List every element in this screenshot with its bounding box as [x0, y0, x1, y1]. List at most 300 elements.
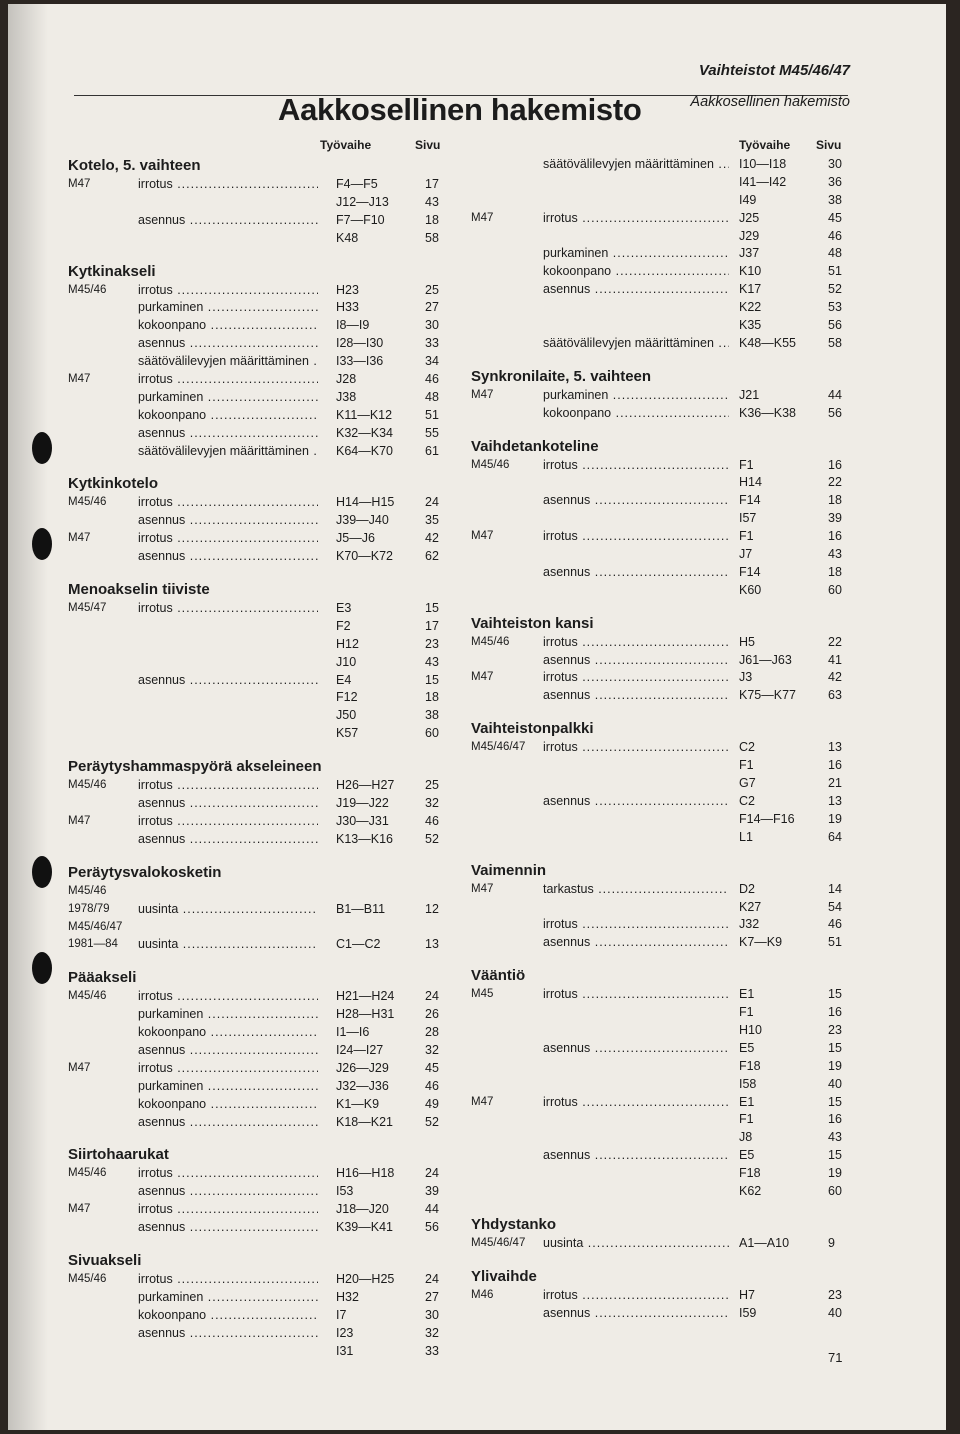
punch-hole	[32, 856, 52, 888]
entry-spacer	[471, 952, 851, 966]
row-work-code: J19—J22	[336, 796, 389, 811]
index-row	[471, 1305, 851, 1323]
row-work-code: J39—J40	[336, 513, 389, 528]
row-work-code: F1	[739, 1112, 754, 1127]
row-page-number: 56	[828, 405, 842, 420]
row-work-code: H20—H25	[336, 1271, 395, 1286]
punch-hole	[32, 528, 52, 560]
index-row	[68, 725, 448, 743]
index-row	[471, 1094, 851, 1112]
row-model: M45/46	[68, 1272, 107, 1285]
index-row	[68, 618, 448, 636]
row-work-code: I49	[739, 192, 757, 207]
row-page-number: 58	[828, 335, 842, 350]
row-work-code: H5	[739, 634, 755, 649]
row-operation: asennus .....	[138, 1325, 318, 1343]
entry-spacer	[68, 248, 448, 262]
row-work-code: D2	[739, 881, 755, 896]
row-page-number: 45	[828, 210, 842, 225]
entry-title: Vaihdetankoteline	[471, 437, 599, 455]
index-row	[471, 1022, 851, 1040]
row-work-code: J28	[336, 372, 357, 387]
entry-spacer	[471, 705, 851, 719]
row-operation: kokoonpano .....	[138, 407, 318, 425]
row-page-number: 17	[425, 177, 439, 191]
index-row	[68, 212, 448, 230]
row-operation: kokoonpano .....	[543, 263, 729, 281]
index-entry	[68, 474, 448, 580]
row-operation: uusinta .....	[138, 936, 318, 954]
index-row	[68, 1289, 448, 1307]
index-row	[68, 317, 448, 335]
index-entry	[471, 156, 851, 367]
index-row	[471, 1040, 851, 1058]
row-work-code: J10	[336, 654, 357, 669]
row-work-code: H14	[739, 475, 762, 490]
row-work-code: C2	[739, 740, 755, 755]
row-model: M45/46	[68, 779, 107, 792]
column-header-page: Sivu	[415, 138, 441, 152]
index-row	[68, 1096, 448, 1114]
row-page-number: 24	[425, 1271, 439, 1286]
row-work-code: K10	[739, 264, 762, 279]
row-page-number: 12	[425, 901, 439, 916]
row-page-number: 33	[425, 336, 439, 351]
row-page-number: 48	[828, 246, 842, 261]
index-entry	[68, 757, 448, 863]
row-page-number: 62	[425, 549, 439, 564]
index-row	[471, 739, 851, 757]
row-page-number: 23	[828, 1022, 842, 1037]
index-row	[68, 1219, 448, 1237]
row-page-number: 46	[425, 813, 439, 828]
index-row	[68, 353, 448, 371]
row-operation: asennus .....	[543, 281, 729, 299]
row-work-code: F4—F5	[336, 177, 378, 191]
row-work-code: J32—J36	[336, 1078, 389, 1093]
row-work-code: B1—B11	[336, 901, 386, 916]
row-page-number: 40	[828, 1076, 842, 1091]
row-model: M45	[471, 988, 494, 1001]
entry-title: Vaihteiston kansi	[471, 614, 594, 632]
row-page-number: 16	[828, 457, 842, 472]
index-row	[471, 245, 851, 263]
index-row	[68, 1006, 448, 1024]
page-number: 71	[828, 1350, 843, 1365]
row-page-number: 26	[425, 1007, 439, 1022]
row-work-code: I41—I42	[739, 174, 787, 189]
row-page-number: 19	[828, 811, 842, 826]
index-row	[471, 1004, 851, 1022]
row-page-number: 13	[828, 740, 842, 755]
row-page-number: 46	[828, 917, 842, 932]
row-work-code: I23	[336, 1325, 354, 1340]
index-row	[471, 775, 851, 793]
index-row	[68, 494, 448, 512]
index-row	[471, 934, 851, 952]
index-row	[68, 901, 448, 919]
index-row	[68, 831, 448, 849]
index-row	[471, 405, 851, 423]
row-page-number: 55	[425, 425, 439, 440]
punch-hole	[32, 952, 52, 984]
row-operation: kokoonpano .....	[138, 1307, 318, 1325]
row-operation: purkaminen .....	[543, 387, 729, 405]
index-row	[471, 634, 851, 652]
entry-title: Siirtohaarukat	[68, 1146, 169, 1164]
row-operation: purkaminen .....	[138, 1078, 318, 1096]
row-page-number: 18	[828, 564, 842, 579]
row-model: M45/46/47	[68, 920, 123, 933]
row-page-number: 13	[425, 937, 439, 952]
index-row	[471, 1183, 851, 1201]
row-operation: irrotus .....	[543, 457, 729, 475]
index-row	[471, 669, 851, 687]
row-page-number: 41	[828, 652, 842, 667]
index-row	[471, 1111, 851, 1129]
column-header-page: Sivu	[816, 138, 842, 152]
row-page-number: 9	[828, 1235, 835, 1250]
row-operation: kokoonpano .....	[138, 1096, 318, 1114]
row-page-number: 34	[425, 354, 439, 369]
row-operation: irrotus .....	[138, 600, 318, 618]
row-operation: irrotus .....	[138, 371, 318, 389]
index-entry	[471, 966, 851, 1215]
row-work-code: K32—K34	[336, 425, 393, 440]
index-row	[68, 988, 448, 1006]
row-page-number: 60	[425, 726, 439, 741]
row-operation: asennus .....	[543, 652, 729, 670]
index-entry	[471, 367, 851, 437]
row-work-code: E5	[739, 1040, 755, 1055]
index-row	[68, 1325, 448, 1343]
row-operation: irrotus .....	[543, 634, 729, 652]
row-operation: irrotus .....	[138, 1271, 318, 1289]
index-row	[471, 474, 851, 492]
row-work-code: E3	[336, 601, 352, 616]
row-page-number: 49	[425, 1096, 439, 1111]
row-work-code: K35	[739, 318, 762, 333]
row-page-number: 15	[425, 601, 439, 616]
index-row	[68, 407, 448, 425]
row-operation: kokoonpano .....	[543, 405, 729, 423]
row-model: M47	[68, 532, 91, 545]
row-work-code: J5—J6	[336, 531, 375, 546]
row-page-number: 46	[425, 372, 439, 387]
row-page-number: 32	[425, 796, 439, 811]
entry-spacer	[471, 423, 851, 437]
index-row	[68, 299, 448, 317]
index-row	[68, 707, 448, 725]
row-page-number: 43	[828, 1130, 842, 1145]
row-page-number: 32	[425, 1042, 439, 1057]
row-operation: asennus .....	[138, 425, 318, 443]
entry-title: Peräytyshammaspyörä akseleineen	[68, 758, 322, 776]
index-row	[471, 299, 851, 317]
row-operation: purkaminen .....	[138, 389, 318, 407]
row-model: M47	[471, 211, 494, 224]
index-entry	[471, 1267, 851, 1337]
row-work-code: F1	[739, 529, 754, 544]
index-row	[471, 510, 851, 528]
row-operation: purkaminen .....	[138, 1006, 318, 1024]
index-row	[68, 282, 448, 300]
row-model: M47	[471, 1095, 494, 1108]
row-model: M45/47	[68, 602, 107, 615]
row-operation: irrotus .....	[138, 282, 318, 300]
row-work-code: J7	[739, 547, 753, 562]
row-model: M47	[68, 814, 91, 827]
row-page-number: 44	[425, 1202, 439, 1217]
row-page-number: 13	[828, 793, 842, 808]
row-page-number: 39	[828, 511, 842, 526]
row-work-code: K57	[336, 726, 359, 741]
row-page-number: 18	[828, 493, 842, 508]
row-work-code: H16—H18	[336, 1166, 395, 1181]
running-header: Vaihteistot M45/46/47	[698, 62, 850, 79]
index-row	[471, 1129, 851, 1147]
index-row	[68, 176, 448, 194]
row-page-number: 51	[425, 407, 439, 422]
row-page-number: 19	[828, 1058, 842, 1073]
row-model: 1981—84	[68, 938, 118, 951]
row-work-code: G7	[739, 776, 756, 791]
entry-spacer	[68, 460, 448, 474]
row-operation: asennus .....	[138, 1183, 318, 1201]
row-page-number: 23	[425, 636, 439, 651]
row-page-number: 17	[425, 618, 439, 633]
row-work-code: F14	[739, 493, 761, 508]
index-entries-right	[471, 156, 851, 1337]
row-work-code: F2	[336, 618, 351, 633]
row-page-number: 33	[425, 1343, 439, 1358]
index-row	[68, 1165, 448, 1183]
index-row	[471, 899, 851, 917]
index-row	[471, 986, 851, 1004]
row-work-code: J26—J29	[336, 1060, 389, 1075]
index-row	[68, 335, 448, 353]
row-operation: irrotus .....	[138, 176, 318, 194]
index-row	[471, 652, 851, 670]
entry-title: Sivuakseli	[68, 1251, 142, 1269]
index-entry	[68, 863, 448, 969]
index-row	[68, 600, 448, 618]
index-row	[471, 492, 851, 510]
row-operation: asennus .....	[138, 212, 318, 230]
row-work-code: I58	[739, 1076, 757, 1091]
row-work-code: I33—I36	[336, 354, 384, 369]
row-operation: säätövälilevyjen määrittäminen .....	[138, 443, 318, 461]
row-work-code: H14—H15	[336, 495, 395, 510]
row-operation: irrotus .....	[543, 1287, 729, 1305]
index-row	[68, 548, 448, 566]
row-work-code: E4	[336, 672, 352, 687]
row-page-number: 38	[425, 708, 439, 723]
row-work-code: H23	[336, 282, 359, 297]
row-work-code: L1	[739, 829, 753, 844]
row-operation: asennus .....	[543, 1147, 729, 1165]
row-page-number: 21	[828, 776, 842, 791]
row-page-number: 27	[425, 300, 439, 315]
row-page-number: 45	[425, 1060, 439, 1075]
index-entry	[471, 614, 851, 720]
row-model: M45/46	[68, 496, 107, 509]
entry-title: Kotelo, 5. vaihteen	[68, 157, 201, 174]
row-page-number: 15	[828, 1148, 842, 1163]
row-page-number: 27	[425, 1289, 439, 1304]
row-work-code: J29	[739, 228, 760, 243]
index-row	[68, 371, 448, 389]
row-work-code: I8—I9	[336, 318, 370, 333]
index-row	[68, 1343, 448, 1361]
row-page-number: 51	[828, 264, 842, 279]
page-title: Aakkosellinen hakemisto	[278, 92, 642, 127]
row-page-number: 22	[828, 634, 842, 649]
row-page-number: 14	[828, 881, 842, 896]
entry-spacer	[68, 954, 448, 968]
row-operation: asennus .....	[138, 1114, 318, 1132]
row-operation: asennus .....	[543, 687, 729, 705]
row-work-code: J12—J13	[336, 194, 389, 209]
entry-spacer	[68, 743, 448, 757]
row-operation: irrotus .....	[138, 1165, 318, 1183]
row-page-number: 43	[828, 547, 842, 562]
row-page-number: 32	[425, 1325, 439, 1340]
row-work-code: C2	[739, 793, 755, 808]
row-operation: asennus .....	[138, 1042, 318, 1060]
row-work-code: F12	[336, 690, 358, 705]
index-row	[68, 1060, 448, 1078]
row-work-code: K48	[336, 230, 359, 245]
row-work-code: K7—K9	[739, 935, 783, 950]
index-row	[471, 1058, 851, 1076]
row-work-code: F1	[739, 1005, 754, 1020]
row-work-code: K64—K70	[336, 443, 393, 458]
row-page-number: 40	[828, 1305, 842, 1320]
entry-spacer	[68, 1237, 448, 1251]
row-page-number: 25	[425, 282, 439, 297]
row-page-number: 18	[425, 212, 439, 227]
index-row	[471, 1235, 851, 1253]
row-page-number: 61	[425, 443, 439, 458]
row-operation: irrotus .....	[543, 986, 729, 1004]
row-page-number: 52	[425, 831, 439, 846]
row-page-number: 60	[828, 582, 842, 597]
index-row	[471, 811, 851, 829]
row-page-number: 35	[425, 513, 439, 528]
index-row	[68, 919, 448, 937]
row-operation: asennus .....	[543, 793, 729, 811]
row-work-code: H32	[336, 1289, 359, 1304]
row-work-code: E5	[739, 1148, 755, 1163]
row-work-code: A1—A10	[739, 1235, 790, 1250]
index-row	[471, 1147, 851, 1165]
index-row	[68, 1078, 448, 1096]
index-entry	[68, 580, 448, 757]
index-row	[471, 192, 851, 210]
entry-title: Ylivaihde	[471, 1267, 537, 1285]
index-row	[68, 1271, 448, 1289]
index-row	[68, 689, 448, 707]
index-row	[68, 1307, 448, 1325]
index-row	[68, 425, 448, 443]
row-model: M47	[68, 1061, 91, 1074]
row-work-code: J25	[739, 210, 760, 225]
row-page-number: 58	[425, 230, 439, 245]
row-model: M45/46	[68, 884, 107, 897]
index-row	[68, 1024, 448, 1042]
index-row	[68, 512, 448, 530]
running-subheader: Aakkosellinen hakemisto	[690, 94, 850, 110]
row-work-code: I31	[336, 1343, 354, 1358]
row-operation: asennus .....	[138, 512, 318, 530]
index-entries-left	[68, 156, 448, 1374]
row-page-number: 15	[828, 1094, 842, 1109]
row-operation: asennus .....	[138, 335, 318, 353]
row-work-code: J30—J31	[336, 813, 389, 828]
row-page-number: 36	[828, 174, 842, 189]
entry-title: Vääntiö	[471, 967, 526, 985]
entry-spacer	[471, 847, 851, 861]
row-operation: asennus .....	[138, 1219, 318, 1237]
index-row	[471, 582, 851, 600]
index-row	[68, 530, 448, 548]
row-work-code: F18	[739, 1058, 761, 1073]
row-work-code: J32	[739, 917, 760, 932]
row-work-code: F18	[739, 1166, 761, 1181]
index-column-left	[68, 138, 448, 1374]
row-work-code: F1	[739, 758, 754, 773]
entry-title: Yhdystanko	[471, 1215, 557, 1233]
row-operation: irrotus .....	[543, 739, 729, 757]
index-entry	[68, 968, 448, 1145]
row-work-code: I7	[336, 1307, 347, 1322]
row-page-number: 22	[828, 475, 842, 490]
row-page-number: 46	[425, 1078, 439, 1093]
index-row	[471, 881, 851, 899]
index-entry	[68, 262, 448, 475]
index-row	[68, 389, 448, 407]
row-model: M47	[68, 178, 91, 190]
entry-title: Synkronilaite, 5. vaihteen	[471, 367, 652, 385]
row-work-code: J3	[739, 670, 753, 685]
row-work-code: I57	[739, 511, 757, 526]
row-work-code: K18—K21	[336, 1114, 393, 1129]
row-operation: asennus .....	[138, 795, 318, 813]
row-operation: asennus .....	[138, 672, 318, 690]
entry-title: Pääakseli	[68, 969, 137, 987]
index-row	[471, 829, 851, 847]
index-row	[471, 793, 851, 811]
column-header	[471, 138, 851, 156]
row-work-code: F1	[739, 457, 754, 472]
row-page-number: 56	[425, 1220, 439, 1235]
row-operation: kokoonpano .....	[138, 317, 318, 335]
index-row	[471, 156, 851, 174]
entry-spacer	[471, 600, 851, 614]
row-page-number: 28	[425, 1025, 439, 1040]
row-page-number: 15	[425, 672, 439, 687]
row-work-code: F14	[739, 564, 761, 579]
row-page-number: 30	[828, 157, 842, 171]
entry-spacer	[68, 566, 448, 580]
column-header-work: Työvaihe	[320, 138, 372, 152]
row-work-code: J18—J20	[336, 1202, 389, 1217]
row-operation: purkaminen .....	[543, 245, 729, 263]
row-model: M47	[68, 1203, 91, 1216]
row-model: M45/46	[68, 283, 107, 296]
row-page-number: 16	[828, 1112, 842, 1127]
